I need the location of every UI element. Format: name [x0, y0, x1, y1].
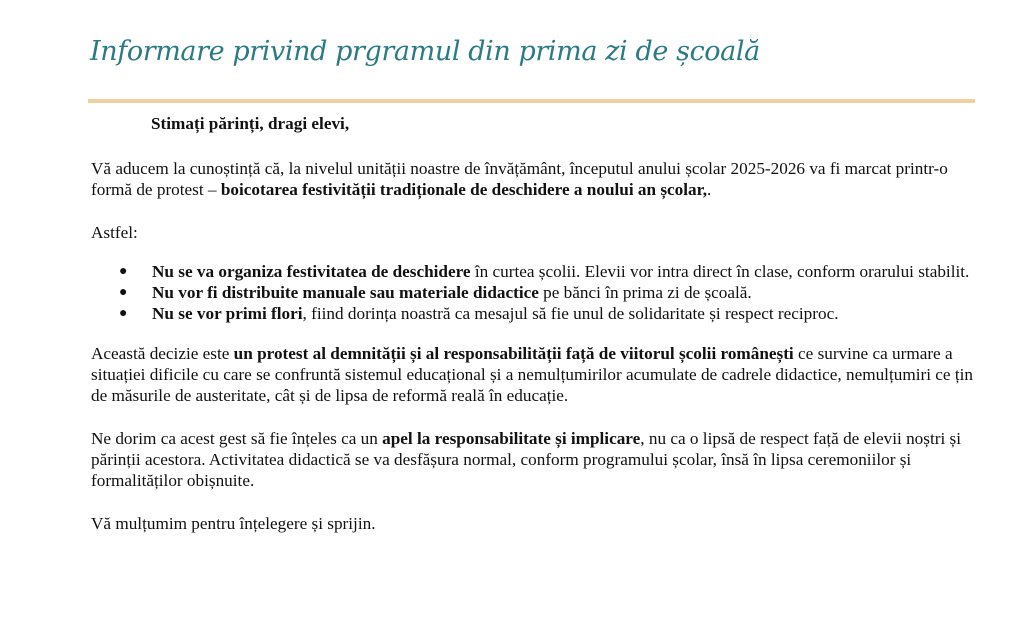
appeal-bold: apel la responsabilitate și implicare [382, 429, 641, 448]
decision-bold: un protest al demnității și al responsabilității față de viitorul școlii românești [233, 344, 794, 363]
bullet-icon: ● [119, 264, 128, 279]
list-item [91, 303, 981, 324]
list-item-bold: Nu vor fi distribuite manuale sau materiale didactice [152, 283, 539, 302]
list-item-bold: Nu se va organiza festivitatea de deschidere [152, 262, 471, 281]
intro-text-end: . [707, 180, 712, 199]
intro-paragraph [91, 158, 981, 200]
list-item-text: pe bănci în prima zi de școală. [538, 283, 752, 302]
appeal-text: Ne dorim ca acest gest să fie înțeles ca un [91, 429, 383, 448]
appeal-text-end: , nu ca o lipsă de respect față de elevii noștri și părinții acestora. Activitatea didactică se va desfășura normal, conform programului școlar, însă în lipsa ceremoniilor și formalităților obișnuite. [91, 429, 961, 490]
bullet-icon: ● [119, 285, 128, 300]
decision-text-end: ce survine ca urmare a situației dificile cu care se confruntă sistemul educațional și a nemulțumirilor acumulate de cadrele didactice, nemulțumiri ce țin de măsurile de austeritate, cât și de lipsa de reformă reală în educație. [91, 344, 973, 405]
list-item [91, 282, 981, 303]
measures-list [91, 261, 981, 324]
astfel-label: Astfel: [91, 223, 138, 242]
list-item-bold: Nu se vor primi flori [152, 304, 303, 323]
document-body [91, 113, 981, 534]
decision-text: Această decizie este [91, 344, 234, 363]
greeting: Stimați părinți, dragi elevi, [151, 114, 350, 133]
list-item-text: , fiind dorința noastră ca mesajul să fie unul de solidaritate și respect reciproc. [302, 304, 839, 323]
page-title: Informare privind prgramul din prima zi de școală [90, 36, 760, 67]
title-divider [88, 99, 975, 103]
intro-text: Vă aducem la cunoștință că, la nivelul unității noastre de învățământ, începutul anului școlar 2025-2026 va fi marcat printr-o formă de protest – [91, 159, 948, 199]
list-item [91, 261, 981, 282]
intro-bold: boicotarea festivității tradiționale de deschidere a noului an școlar, [220, 180, 707, 199]
decision-paragraph [91, 343, 981, 406]
appeal-paragraph [91, 428, 981, 491]
bullet-icon: ● [119, 306, 128, 321]
closing-line: Vă mulțumim pentru înțelegere și sprijin. [91, 514, 376, 533]
list-item-text: în curtea școlii. Elevii vor intra direct în clase, conform orarului stabilit. [470, 262, 970, 281]
